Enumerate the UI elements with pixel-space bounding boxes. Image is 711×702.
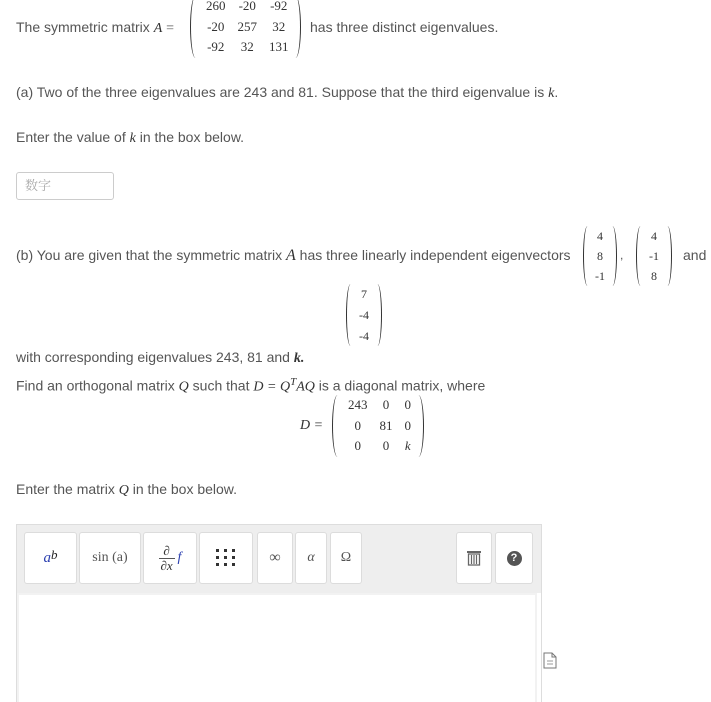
eigenvector-1: 4 8 -1 — [583, 226, 617, 286]
matrix-grid-icon — [215, 548, 237, 568]
matrix-a — [190, 0, 301, 58]
trash-button[interactable] — [456, 532, 492, 584]
help-button[interactable] — [495, 532, 533, 584]
document-preview-icon[interactable] — [543, 652, 557, 669]
part-a-instruction: Enter the value of k in the box below. — [16, 129, 245, 146]
superscript-button[interactable]: a $^b$ — [24, 532, 77, 584]
matrix-cell: 0 — [404, 417, 411, 433]
part-b-instruction: Enter the matrix Q in the box below. — [16, 481, 238, 498]
infinity-button[interactable]: ∞ — [257, 532, 293, 584]
matrix-d — [332, 395, 424, 457]
matrix-cell: 260 — [206, 0, 226, 14]
help-icon: ? — [507, 551, 522, 566]
math-toolbar — [17, 525, 541, 593]
matrix-cell: -92 — [270, 0, 288, 14]
part-a-question: (a) Two of the three eigenvalues are 243 and 81. Suppose that the third eigenvalue is k. — [16, 84, 559, 101]
part-b-question: (b) You are given that the symmetric matrix A has three linearly independent eigenvectors — [16, 247, 571, 264]
intro-suffix: has three distinct eigenvalues. — [310, 19, 499, 35]
matrix-cell: k — [404, 438, 411, 454]
matrix-cell: 0 — [354, 438, 361, 454]
symbols-button[interactable]: Ω — [330, 532, 362, 584]
matrix-answer-input[interactable] — [17, 593, 537, 702]
eigenvalue-k-input[interactable] — [16, 172, 114, 200]
intro-text: The symmetric matrix A = — [16, 19, 175, 36]
derivative-button[interactable]: ∂ ∂x f — [143, 532, 197, 584]
matrix-cell: 0 — [382, 397, 390, 413]
matrix-cell: -92 — [207, 39, 225, 55]
matrix-cell: 81 — [379, 417, 393, 433]
trash-icon — [467, 550, 481, 566]
matrix-cell: 32 — [240, 39, 254, 55]
matrix-cell: -20 — [238, 0, 256, 14]
matrix-cell: 0 — [404, 397, 411, 413]
d-label: D = — [300, 418, 324, 433]
matrix-cell: 243 — [348, 397, 368, 413]
math-editor — [16, 524, 542, 702]
and-text: and — [683, 247, 707, 263]
eigenvector-2: 4 -1 8 — [636, 226, 672, 286]
matrix-cell: -20 — [207, 18, 225, 34]
corresponding-eigenvalues-text: with corresponding eigenvalues 243, 81 and k. — [16, 349, 305, 366]
eigenvector-3: 7 -4 -4 — [346, 284, 382, 346]
find-orthogonal-text: Find an orthogonal matrix Q such that $D = Q^TAQ$ is a diagonal matrix, where — [16, 376, 486, 395]
function-button[interactable]: sin (a) — [79, 532, 141, 584]
matrix-button[interactable] — [199, 532, 253, 584]
matrix-cell: 257 — [237, 18, 257, 34]
matrix-cell: 0 — [382, 438, 390, 454]
matrix-cell: 32 — [272, 18, 286, 34]
greek-button[interactable]: α — [295, 532, 327, 584]
vector-comma: , — [620, 248, 624, 262]
matrix-cell: 0 — [354, 417, 361, 433]
matrix-cell: 131 — [269, 39, 289, 55]
